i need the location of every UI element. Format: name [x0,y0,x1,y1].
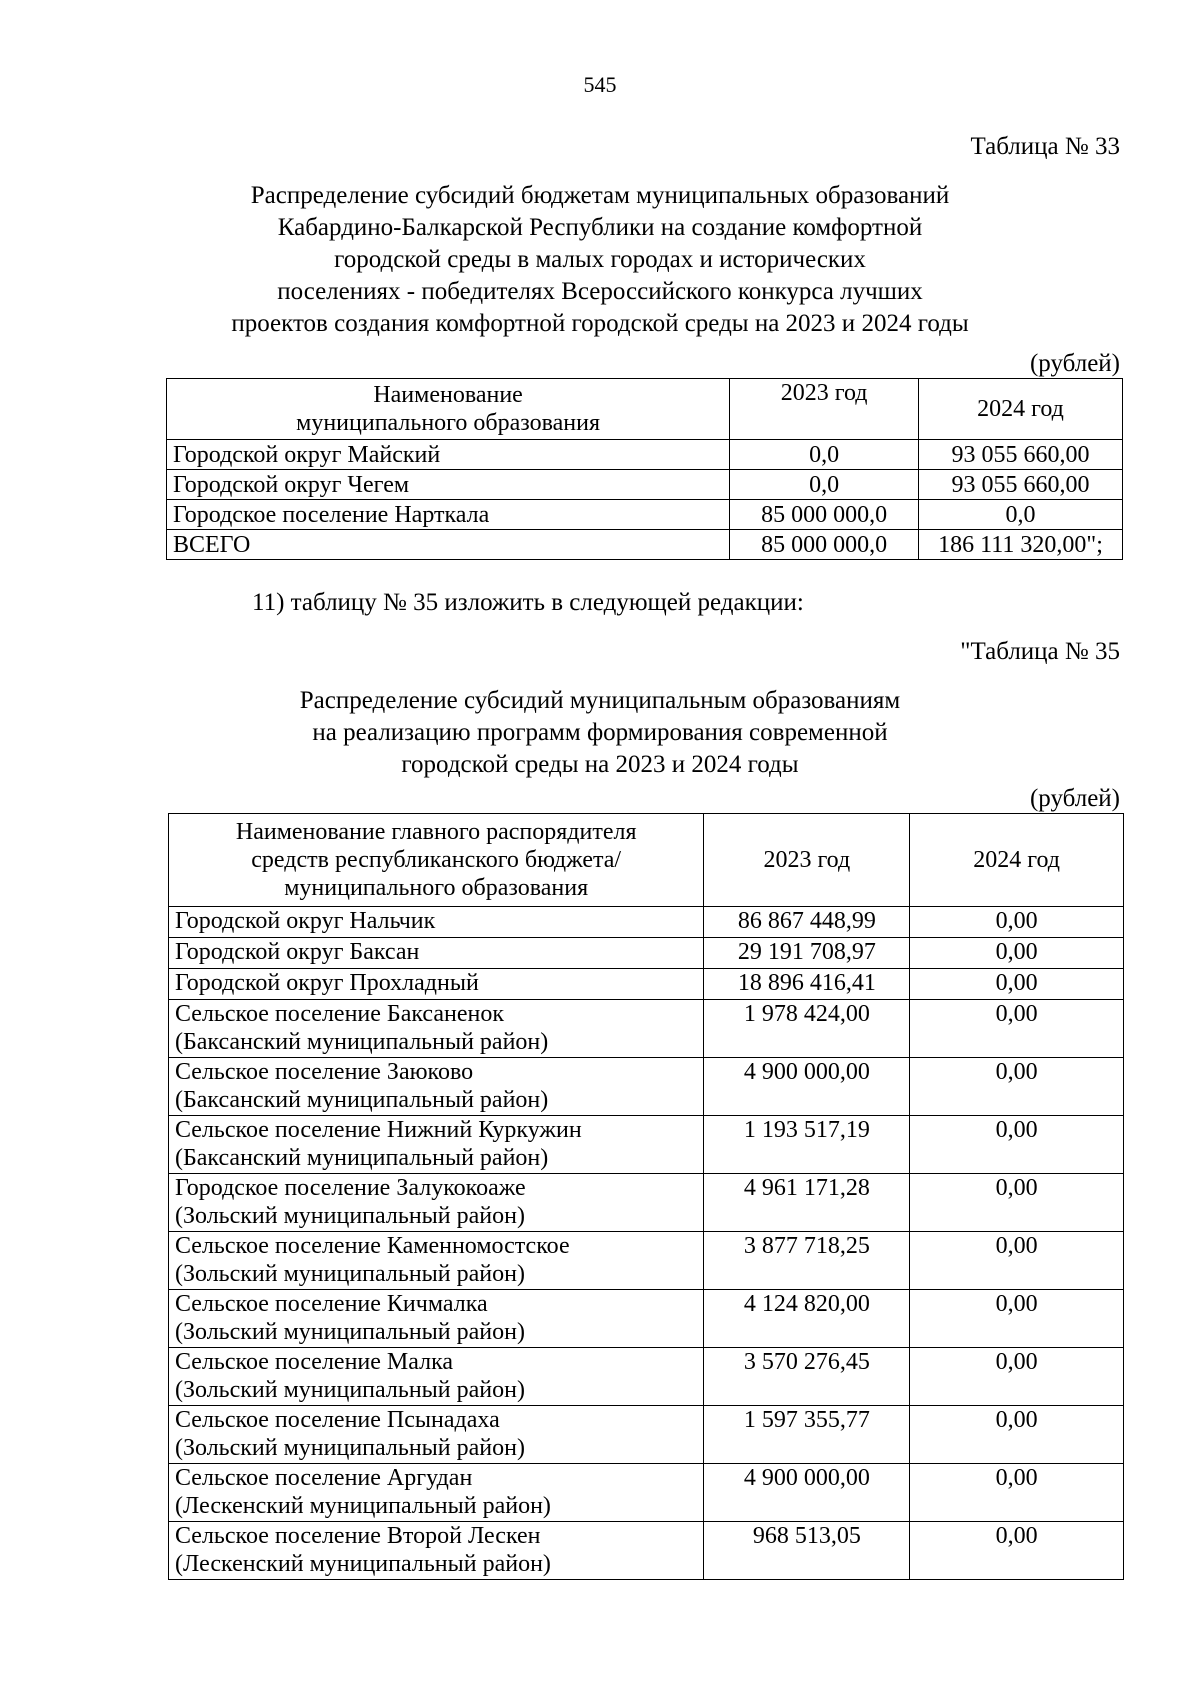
title-line: Кабардино-Балкарской Республики на создание комфортной [277,214,923,241]
title-line: проектов создания комфортной городской среды на 2023 и 2024 годы [231,310,969,337]
table-row [169,1116,1124,1174]
cell-2023: 3 877 718,25 [704,1232,910,1290]
header-name-line: муниципального образования [296,410,601,436]
cell-name [169,907,704,938]
header-name [169,814,704,907]
title-line: Распределение субсидий муниципальным образованиям [299,687,901,714]
cell-2023: 1 978 424,00 [704,1000,910,1058]
cell-name: Городской округ Майский [167,440,730,470]
table-row [169,969,1124,1000]
cell-2024: 0,00 [910,1000,1124,1058]
cell-2023: 1 193 517,19 [704,1116,910,1174]
cell-name [169,1174,704,1232]
cell-name: Городское поселение Нарткала [167,500,730,530]
cell-2024: 0,00 [910,1290,1124,1348]
table-row [169,1348,1124,1406]
cell-2024: 186 111 320,00"; [919,530,1123,560]
header-name-line: Наименование [373,382,523,408]
cell-2024: 0,00 [910,1116,1124,1174]
cell-name [169,969,704,1000]
settlement-name: Городской округ Баксан [175,939,420,965]
cell-2023: 4 900 000,00 [704,1464,910,1522]
cell-2023: 0,0 [730,470,919,500]
table-33-label: Таблица № 33 [970,133,1120,160]
cell-2024: 0,00 [910,1522,1124,1580]
settlement-name: Городской округ Нальчик [175,908,436,934]
cell-2024: 0,00 [910,1174,1124,1232]
district-name: (Зольский муниципальный район) [175,1435,525,1461]
cell-2024: 0,00 [910,938,1124,969]
cell-2024: 0,00 [910,1464,1124,1522]
settlement-name: Городское поселение Залукокоаже [175,1175,526,1201]
table-row [169,1000,1124,1058]
cell-2023: 0,0 [730,440,919,470]
title-line: поселениях - победителях Всероссийского конкурса лучших [277,278,923,305]
settlement-name: Городской округ Прохладный [175,970,479,996]
cell-2024: 93 055 660,00 [919,470,1123,500]
title-line: городской среды в малых городах и исторических [334,246,866,273]
cell-2023: 4 961 171,28 [704,1174,910,1232]
cell-name [169,1116,704,1174]
cell-2023: 18 896 416,41 [704,969,910,1000]
table-35 [168,813,1124,1580]
cell-name [169,1232,704,1290]
table-row [169,1232,1124,1290]
header-2023: 2023 год [704,814,910,907]
district-name: (Баксанский муниципальный район) [175,1087,549,1113]
table-33-title [0,180,1200,340]
cell-name [169,1058,704,1116]
header-2024: 2024 год [919,379,1123,440]
cell-name [169,1290,704,1348]
settlement-name: Сельское поселение Заюково [175,1059,474,1085]
cell-2023: 4 900 000,00 [704,1058,910,1116]
cell-2023: 85 000 000,0 [730,530,919,560]
cell-name: ВСЕГО [167,530,730,560]
district-name: (Зольский муниципальный район) [175,1203,525,1229]
cell-2023: 1 597 355,77 [704,1406,910,1464]
cell-2024: 0,0 [919,500,1123,530]
cell-name [169,1406,704,1464]
district-name: (Баксанский муниципальный район) [175,1145,549,1171]
table-row [169,1058,1124,1116]
table-row [167,440,1123,470]
table-row [167,500,1123,530]
cell-2023: 4 124 820,00 [704,1290,910,1348]
cell-2024: 0,00 [910,1348,1124,1406]
cell-2023: 3 570 276,45 [704,1348,910,1406]
cell-name [169,1522,704,1580]
cell-name [169,1348,704,1406]
district-name: (Лескенский муниципальный район) [175,1493,551,1519]
table-row [169,1406,1124,1464]
cell-name [169,1000,704,1058]
table-header-row [167,379,1123,440]
title-line: на реализацию программ формирования современной [312,719,888,746]
cell-name [169,1464,704,1522]
settlement-name: Сельское поселение Второй Лескен [175,1523,541,1549]
header-name-line: Наименование главного распорядителя [235,819,637,845]
cell-2023: 968 513,05 [704,1522,910,1580]
cell-2024: 0,00 [910,1232,1124,1290]
table-row [169,1464,1124,1522]
district-name: (Зольский муниципальный район) [175,1377,525,1403]
table-header-row [169,814,1124,907]
district-name: (Зольский муниципальный район) [175,1319,525,1345]
settlement-name: Сельское поселение Кичмалка [175,1291,488,1317]
table-row [169,1522,1124,1580]
table-row [169,907,1124,938]
header-2024: 2024 год [910,814,1124,907]
table-row [169,1174,1124,1232]
cell-2023: 29 191 708,97 [704,938,910,969]
cell-2023: 86 867 448,99 [704,907,910,938]
cell-name [169,938,704,969]
settlement-name: Сельское поселение Баксаненок [175,1001,505,1027]
cell-name: Городской округ Чегем [167,470,730,500]
table-row [169,938,1124,969]
district-name: (Зольский муниципальный район) [175,1261,525,1287]
table-row [167,470,1123,500]
amendment-text: 11) таблицу № 35 изложить в следующей редакции: [252,589,804,616]
header-name-line: средств республиканского бюджета/ [251,847,622,873]
cell-2024: 0,00 [910,907,1124,938]
table-35-title [0,685,1200,781]
cell-2023: 85 000 000,0 [730,500,919,530]
district-name: (Баксанский муниципальный район) [175,1029,549,1055]
cell-2024: 93 055 660,00 [919,440,1123,470]
header-2023: 2023 год [730,379,919,440]
header-name [167,379,730,440]
cell-2024: 0,00 [910,1058,1124,1116]
title-line: городской среды на 2023 и 2024 годы [401,751,799,778]
cell-2024: 0,00 [910,969,1124,1000]
header-name-line: муниципального образования [284,875,589,901]
settlement-name: Сельское поселение Нижний Куркужин [175,1117,582,1143]
table-row [169,1290,1124,1348]
table-total-row [167,530,1123,560]
table-33 [166,378,1123,560]
table-35-label: "Таблица № 35 [960,638,1120,665]
district-name: (Лескенский муниципальный район) [175,1551,551,1577]
table-35-body [169,907,1124,1580]
cell-2024: 0,00 [910,1406,1124,1464]
settlement-name: Сельское поселение Аргудан [175,1465,473,1491]
settlement-name: Сельское поселение Малка [175,1349,454,1375]
page-number: 545 [583,72,617,97]
table-35-unit: (рублей) [1029,785,1120,812]
table-33-unit: (рублей) [1029,350,1120,377]
settlement-name: Сельское поселение Псынадаха [175,1407,500,1433]
title-line: Распределение субсидий бюджетам муниципальных образований [250,182,950,209]
settlement-name: Сельское поселение Каменномостское [175,1233,570,1259]
